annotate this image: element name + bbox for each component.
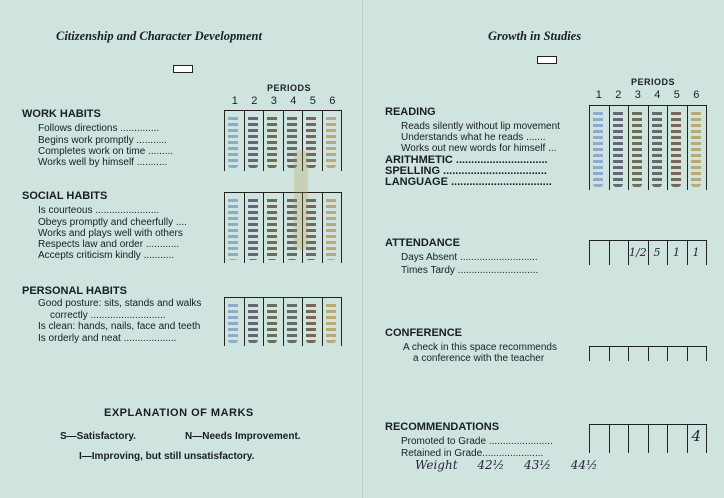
arithmetic-label: ARITHMETIC .............................. <box>385 154 548 166</box>
reading-item: Reads silently without lip movement <box>401 121 560 132</box>
work-habits-item: Works well by himself ........... <box>38 157 168 168</box>
paper-stain <box>294 150 308 250</box>
social-habits-item: Obeys promptly and cheerfully .... <box>38 217 187 228</box>
spelling-label: SPELLING .................................. <box>385 165 547 177</box>
social-habits-item: Works and plays well with others <box>38 228 183 239</box>
days-absent-cell: 5 <box>649 241 669 265</box>
periods-label: PERIODS <box>631 77 676 87</box>
period-number: 1 <box>595 89 602 101</box>
conference-checkbox[interactable] <box>590 347 610 361</box>
grade-cell <box>225 111 245 171</box>
explanation-title: EXPLANATION OF MARKS <box>104 407 254 419</box>
personal-habits-item: Is orderly and neat ................... <box>38 333 177 344</box>
personal-habits-grid <box>224 297 342 346</box>
work-habits-title: WORK HABITS <box>22 108 101 120</box>
days-absent-cell <box>590 241 610 265</box>
explanation-needs-improvement: N—Needs Improvement. <box>185 431 301 442</box>
period-number: 5 <box>309 95 316 107</box>
promoted-cell <box>629 425 649 453</box>
section-marker-icon <box>537 56 557 64</box>
page-title-growth: Growth in Studies <box>488 29 582 43</box>
grade-cell <box>323 111 343 171</box>
grade-cell <box>303 298 323 346</box>
recommendations-item: Promoted to Grade ....................... <box>401 436 553 447</box>
social-habits-item: Accepts criticism kindly ........... <box>38 250 175 261</box>
period-number: 3 <box>634 89 641 101</box>
grade-cell <box>649 106 669 190</box>
period-number: 2 <box>251 95 258 107</box>
social-habits-item: Respects law and order ............ <box>38 239 180 250</box>
grade-cell <box>668 106 688 190</box>
social-habits-grid <box>224 192 342 263</box>
work-habits-item: Follows directions .............. <box>38 123 160 134</box>
period-number: 4 <box>290 95 297 107</box>
conference-line: A check in this space recommends <box>403 342 557 353</box>
grade-cell <box>264 111 284 171</box>
conference-checkbox[interactable] <box>649 347 669 361</box>
grade-cell <box>245 193 265 263</box>
explanation-improving: I—Improving, but still unsatisfactory. <box>79 451 255 462</box>
promoted-cell <box>649 425 669 453</box>
promoted-cell <box>610 425 630 453</box>
grade-cell <box>688 106 708 190</box>
conference-line: a conference with the teacher <box>413 353 545 364</box>
period-number: 5 <box>673 89 680 101</box>
period-number: 4 <box>654 89 661 101</box>
section-marker-icon <box>173 65 193 73</box>
grade-cell <box>264 193 284 263</box>
work-habits-item: Begins work promptly ........... <box>38 135 167 146</box>
personal-habits-item: correctly ........................... <box>50 310 166 321</box>
attendance-title: ATTENDANCE <box>385 237 460 249</box>
grade-cell <box>245 111 265 171</box>
attendance-grid <box>589 240 707 265</box>
conference-grid <box>589 346 707 361</box>
conference-checkbox[interactable] <box>610 347 630 361</box>
promoted-cell: 4 <box>688 425 708 453</box>
reading-item: Works out new words for himself ... <box>401 143 557 154</box>
grade-cell <box>323 193 343 263</box>
period-number: 3 <box>270 95 277 107</box>
language-label: LANGUAGE ................................. <box>385 176 552 188</box>
period-numbers <box>589 89 706 101</box>
conference-title: CONFERENCE <box>385 327 463 339</box>
grade-cell <box>284 298 304 346</box>
recommendations-item: Retained in Grade...................... <box>401 448 544 459</box>
days-absent-cell: 1 <box>688 241 708 265</box>
attendance-item: Times Tardy ............................. <box>401 265 539 276</box>
grade-cell <box>225 193 245 263</box>
personal-habits-title: PERSONAL HABITS <box>22 285 127 297</box>
social-habits-item: Is courteous ....................... <box>38 205 160 216</box>
explanation-satisfactory: S—Satisfactory. <box>60 431 136 442</box>
grade-cell <box>245 298 265 346</box>
attendance-item: Days Absent ............................ <box>401 252 538 263</box>
studies-grid <box>589 105 707 190</box>
conference-checkbox[interactable] <box>668 347 688 361</box>
work-habits-grid <box>224 110 342 171</box>
grade-cell <box>264 298 284 346</box>
days-absent-cell <box>610 241 630 265</box>
period-number: 6 <box>693 89 700 101</box>
grade-cell <box>610 106 630 190</box>
grade-cell <box>323 298 343 346</box>
personal-habits-item: Is clean: hands, nails, face and teeth <box>38 321 201 332</box>
promoted-cell <box>668 425 688 453</box>
work-habits-item: Completes work on time ......... <box>38 146 174 157</box>
recommendations-title: RECOMMENDATIONS <box>385 421 500 433</box>
conference-checkbox[interactable] <box>688 347 708 361</box>
reading-item: Understands what he reads ....... <box>401 132 546 143</box>
periods-label: PERIODS <box>267 83 312 93</box>
recommendations-grid <box>589 424 707 453</box>
period-number: 1 <box>231 95 238 107</box>
period-number: 2 <box>615 89 622 101</box>
personal-habits-item: Good posture: sits, stands and walks <box>38 298 202 309</box>
handwritten-weight: Weight 42½ 43½ 44½ <box>415 458 598 472</box>
promoted-cell <box>590 425 610 453</box>
days-absent-cell: 1/2 <box>629 241 649 265</box>
grade-cell <box>225 298 245 346</box>
period-number: 6 <box>329 95 336 107</box>
grade-cell <box>590 106 610 190</box>
days-absent-cell: 1 <box>668 241 688 265</box>
period-numbers <box>225 95 342 107</box>
conference-checkbox[interactable] <box>629 347 649 361</box>
social-habits-title: SOCIAL HABITS <box>22 190 108 202</box>
right-page <box>362 0 724 498</box>
grade-cell <box>629 106 649 190</box>
reading-title: READING <box>385 106 436 118</box>
page-title-citizenship: Citizenship and Character Development <box>56 29 262 43</box>
